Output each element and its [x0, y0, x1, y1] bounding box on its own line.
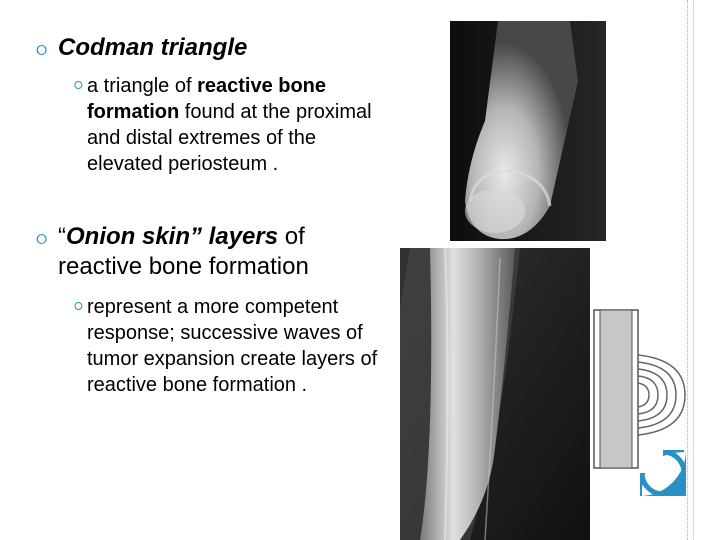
sub-bullet-1-icon: ⭘	[74, 80, 83, 92]
sub-bullet-2-text: represent a more competent response; successive waves of tumor expansion create layers of reactive bone formation .	[87, 296, 378, 396]
xray-codman-triangle-image	[450, 21, 606, 241]
decorative-border-line-2	[693, 0, 694, 540]
bullet-1-icon: ⭘	[36, 42, 48, 58]
sub-bullet-2-icon: ⭘	[74, 301, 83, 313]
corner-decoration-icon	[640, 450, 686, 496]
bullet-2-heading: “Onion skin” layers of reactive bone formation	[58, 223, 309, 280]
sub-bullet-1-text: a triangle of reactive bone formation found at the proximal and distal extremes of the elevated periosteum .	[87, 75, 372, 175]
onion-skin-diagram	[590, 300, 690, 475]
bullet-1-heading: Codman triangle	[58, 34, 248, 61]
bullet-2-icon: ⭘	[36, 231, 48, 247]
xray-onion-skin-image	[400, 248, 590, 540]
